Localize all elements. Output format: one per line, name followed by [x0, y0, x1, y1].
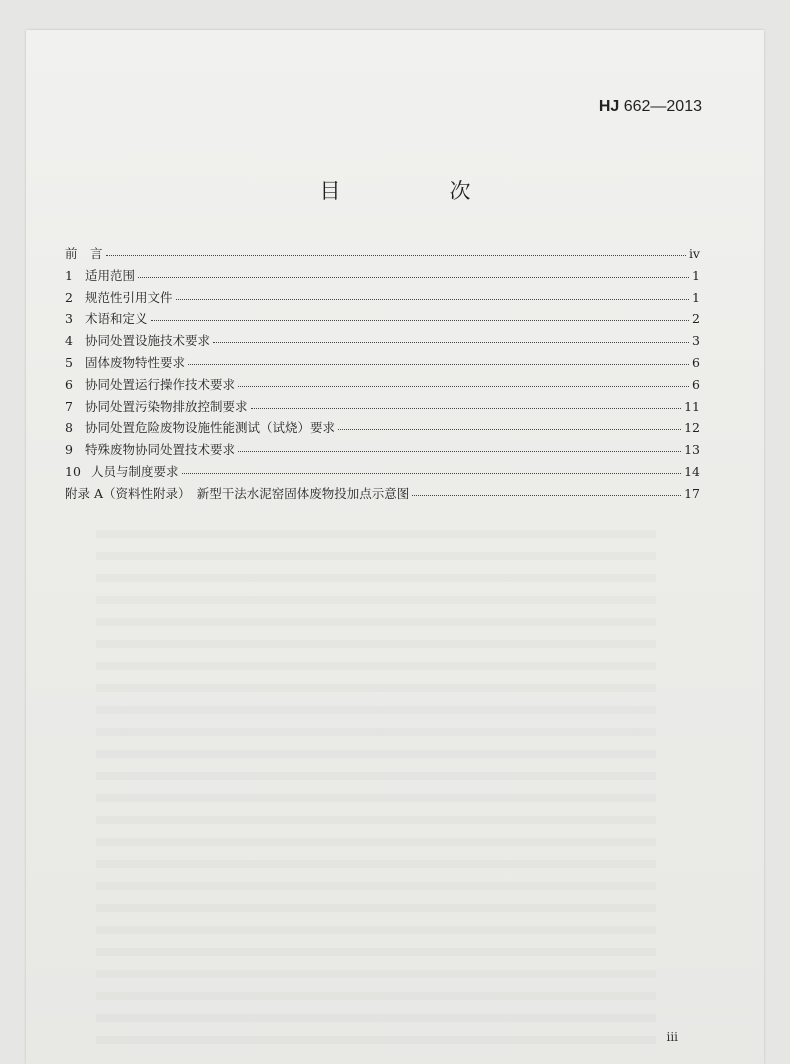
toc-entry[interactable] — [65, 287, 700, 309]
toc-entry-title: 协同处置运行操作技术要求 — [85, 376, 236, 392]
dot-leader — [251, 396, 682, 409]
toc-entry[interactable] — [65, 330, 700, 352]
dot-leader — [238, 374, 689, 387]
toc-entry-number: 6 — [65, 376, 73, 392]
toc-entry[interactable] — [65, 483, 700, 505]
toc-entry-page: 14 — [684, 463, 700, 479]
toc-entry-number: 8 — [65, 420, 73, 436]
toc-entry[interactable] — [65, 265, 700, 287]
toc-entry-number: 4 — [65, 333, 73, 349]
toc-entry-page: 6 — [692, 376, 700, 392]
document-page — [26, 30, 764, 1064]
dot-leader — [412, 483, 681, 496]
show-through-shadow — [96, 530, 656, 1050]
toc-entry-title: 特殊废物协同处置技术要求 — [85, 442, 236, 458]
toc-entry-number: 10 — [65, 463, 81, 479]
standard-code-number: 662—2013 — [619, 98, 702, 115]
dot-leader — [182, 461, 682, 474]
standard-code-prefix: HJ — [598, 98, 620, 115]
toc-entry-title: 前 言 — [65, 246, 103, 261]
toc-entry-number: 7 — [65, 398, 73, 414]
toc-entry[interactable] — [65, 396, 700, 418]
toc-entry-page: 1 — [692, 267, 700, 283]
toc-entry-title: 协同处置设施技术要求 — [85, 333, 211, 349]
toc-entry-page: 1 — [692, 289, 700, 305]
toc-entry-page: 2 — [692, 311, 700, 327]
page-number: iii — [666, 1030, 678, 1044]
dot-leader — [138, 265, 689, 278]
toc-entry-page: 13 — [684, 442, 700, 458]
dot-leader — [151, 308, 690, 321]
dot-leader — [238, 439, 681, 452]
toc-entry-title: 附录 A（资料性附录） 新型干法水泥窑固体废物投加点示意图 — [65, 485, 410, 501]
toc-entry[interactable] — [65, 308, 700, 330]
toc-entry-page: 11 — [684, 398, 700, 414]
toc-entry-page: iv — [688, 246, 700, 261]
toc-entry-page: 3 — [692, 333, 700, 349]
toc-entry-title: 规范性引用文件 — [85, 289, 173, 305]
toc-entry[interactable] — [65, 417, 700, 439]
dot-leader — [188, 352, 689, 365]
toc-entry[interactable] — [65, 461, 700, 483]
toc-entry-number: 1 — [65, 267, 73, 283]
toc-entry-title: 适用范围 — [85, 267, 136, 283]
dot-leader — [176, 287, 690, 300]
toc-entry-page: 12 — [684, 420, 700, 436]
table-of-contents — [65, 243, 700, 505]
toc-entry[interactable] — [65, 243, 700, 265]
toc-entry-page: 6 — [692, 354, 700, 370]
toc-entry[interactable] — [65, 439, 700, 461]
toc-entry-title: 人员与制度要求 — [91, 463, 179, 479]
standard-code — [599, 98, 702, 116]
toc-entry-number: 2 — [65, 289, 73, 305]
dot-leader — [213, 330, 689, 343]
toc-entry-title: 固体废物特性要求 — [85, 354, 186, 370]
toc-entry-title: 术语和定义 — [85, 311, 148, 327]
toc-entry-number: 5 — [65, 354, 73, 370]
toc-entry-page: 17 — [684, 485, 700, 501]
toc-entry-title: 协同处置危险废物设施性能测试（试烧）要求 — [85, 420, 336, 436]
dot-leader — [106, 243, 686, 256]
toc-entry-number: 9 — [65, 442, 73, 458]
toc-entry[interactable] — [65, 352, 700, 374]
toc-entry-title: 协同处置污染物排放控制要求 — [85, 398, 248, 414]
toc-entry-number: 3 — [65, 311, 73, 327]
dot-leader — [338, 417, 681, 430]
toc-heading: 目 次 — [319, 179, 515, 203]
toc-entry[interactable] — [65, 374, 700, 396]
